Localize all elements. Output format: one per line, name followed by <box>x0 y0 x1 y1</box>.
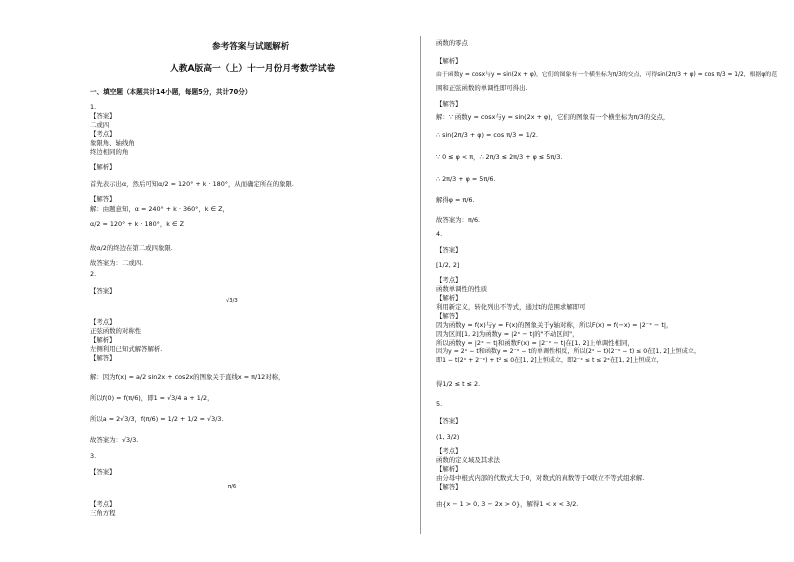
jiexi-tag: 【解析】 <box>436 294 462 302</box>
jieda-line: 得1/2 ≤ t ≤ 2. <box>436 380 481 388</box>
jieda-line: 解：因为f(x) = a/2 sin2x + cos2x的图象关于直线x = π/12对称， <box>90 373 285 381</box>
answer-text: [1/2, 2] <box>436 261 460 269</box>
document-subtitle: 人教A版高一（上）十一月份月考数学试卷 <box>170 64 336 74</box>
kaodian-text: 三角方程 <box>90 509 116 517</box>
jieda-tag: 【解答】 <box>436 483 462 491</box>
kaodian-tag: 【考点】 <box>436 276 462 284</box>
answer-formula: π/6 <box>228 484 237 490</box>
jieda-line: 解：由题意知，α = 240° + k · 360°，k ∈ Z， <box>90 205 229 213</box>
jieda-tag: 【解答】 <box>436 312 462 320</box>
jiexi-tag: 【解析】 <box>90 163 116 171</box>
kaodian-text: 函数的定义域及其求法 <box>436 456 500 464</box>
jiexi-text: 由于函数y = cosx与y = sin(2x + φ)，它们的图象有一个横坐标为π/3的交点，可得sin(2π/3 + φ) = cos π/3 = 1/2，根据φ的范 <box>436 72 778 78</box>
jieda-line: ∴ sin(2π/3 + φ) = cos π/3 = 1/2. <box>436 131 539 139</box>
jiexi-text: 首先表示出α，然后可知α/2 = 120° + k · 180°，从而确定所在的象限. <box>90 180 294 188</box>
answer-text: (1, 3/2) <box>436 433 460 441</box>
jieda-line: ∵ 0 ≤ φ < π，∴ 2π/3 ≤ 2π/3 + φ ≤ 5π/3. <box>436 153 563 161</box>
jieda-line: 故答案为：π/6. <box>436 216 481 224</box>
jieda-line: 故答案为：二或四. <box>90 259 144 267</box>
jieda-line: 故答案为：√3/3. <box>90 436 139 444</box>
jiexi-text: 围和正弦函数的单调性即可得出. <box>436 84 528 92</box>
jieda-line: 即1 − t(2ˣ + 2⁻ˣ) + t² ≤ 0在[1, 2]上恒成立，即2⁻ˣ ≤ t ≤ 2ˣ在[1, 2]上恒成立， <box>436 357 663 364</box>
question-number: 1. <box>90 103 97 111</box>
document-title: 参考答案与试题解析 <box>212 42 290 52</box>
jieda-tag: 【解答】 <box>90 354 116 362</box>
jiexi-tag: 【解析】 <box>90 336 116 344</box>
jieda-line: 解得φ = π/6. <box>436 196 475 204</box>
jieda-line: 故α/2的终边在第二或四象限. <box>90 244 173 252</box>
answer-formula: √3/3 <box>226 298 238 304</box>
jiexi-tag: 【解析】 <box>436 57 462 65</box>
jieda-line: 因为函数y = f(x)与y = F(x)的图象关于y轴对称，所以F(x) = f(−x) = |2⁻ˣ − t|， <box>436 321 673 329</box>
jiexi-text: 由分母中根式内部的代数式大于0，对数式的真数等于0联立不等式组求解. <box>436 474 645 482</box>
question-number: 2. <box>90 270 97 278</box>
jiexi-tag: 【解析】 <box>436 465 462 473</box>
jieda-text: 由{x − 1 > 0, 3 − 2x > 0}，解得1 < x < 3/2. <box>436 500 579 508</box>
question-number: 4. <box>436 230 443 238</box>
question-number: 5. <box>436 400 443 408</box>
kaodian-tag: 【考点】 <box>90 500 116 508</box>
answer-tag: 【答案】 <box>90 287 116 295</box>
kaodian-line: 终边相同的角 <box>90 148 129 156</box>
jieda-tag: 【解答】 <box>436 100 462 108</box>
jieda-line: 所以f(0) = f(π/6)，即1 = √3/4 a + 1/2， <box>90 394 214 402</box>
jieda-line: ∴ 2π/3 + φ = 5π/6. <box>436 175 496 183</box>
right-column <box>400 0 794 562</box>
answer-tag: 【答案】 <box>90 468 116 476</box>
question-number: 3. <box>90 452 97 460</box>
kaodian-line: 象限角、轴线角 <box>90 139 135 147</box>
jiexi-text: 左侧利用已知式解答解析. <box>90 345 163 353</box>
kaodian-tag: 【考点】 <box>90 318 116 326</box>
kaodian-text: 函数的零点 <box>436 39 468 47</box>
kaodian-tag: 【考点】 <box>436 447 462 455</box>
section-title: 一、填空题（本题共计14小题，每题5分，共计70分） <box>90 88 252 96</box>
jieda-line: 因为区间[1, 2]为函数y = |2ˣ − t|的"不动区间"， <box>436 330 579 338</box>
answer-tag: 【答案】 <box>436 246 462 254</box>
jieda-tag: 【解答】 <box>90 195 116 203</box>
kaodian-text: 函数单调性的性质 <box>436 285 488 293</box>
jieda-line: 解：∵ 函数y = cosx与y = sin(2x + φ)，它们的图象有一个横坐标为π/3的交点， <box>436 113 670 121</box>
kaodian-text: 正弦函数的对称性 <box>90 327 142 335</box>
jiexi-text: 利用新定义，转化列出不等式，通过t的范围求解即可 <box>436 303 586 311</box>
jieda-line: 因为y = 2ˣ − t和函数y = 2⁻ˣ − t的单调性相反，所以(2ˣ − t)(2⁻ˣ − t) ≤ 0在[1, 2]上恒成立， <box>436 348 701 355</box>
answer-tag: 【答案】 <box>90 112 116 120</box>
answer-tag: 【答案】 <box>436 417 462 425</box>
jieda-line: 所以a = 2√3/3，f(π/6) = 1/2 + 1/2 = √3/3. <box>90 415 224 423</box>
answer-text: 二或四 <box>90 121 110 129</box>
jieda-line: 所以函数y = |2ˣ − t|和函数F(x) = |2⁻ˣ − t|在[1, 2]上单调性相同， <box>436 339 634 347</box>
kaodian-tag: 【考点】 <box>90 130 116 138</box>
jieda-line: α/2 = 120° + k · 180°，k ∈ Z <box>90 220 184 228</box>
